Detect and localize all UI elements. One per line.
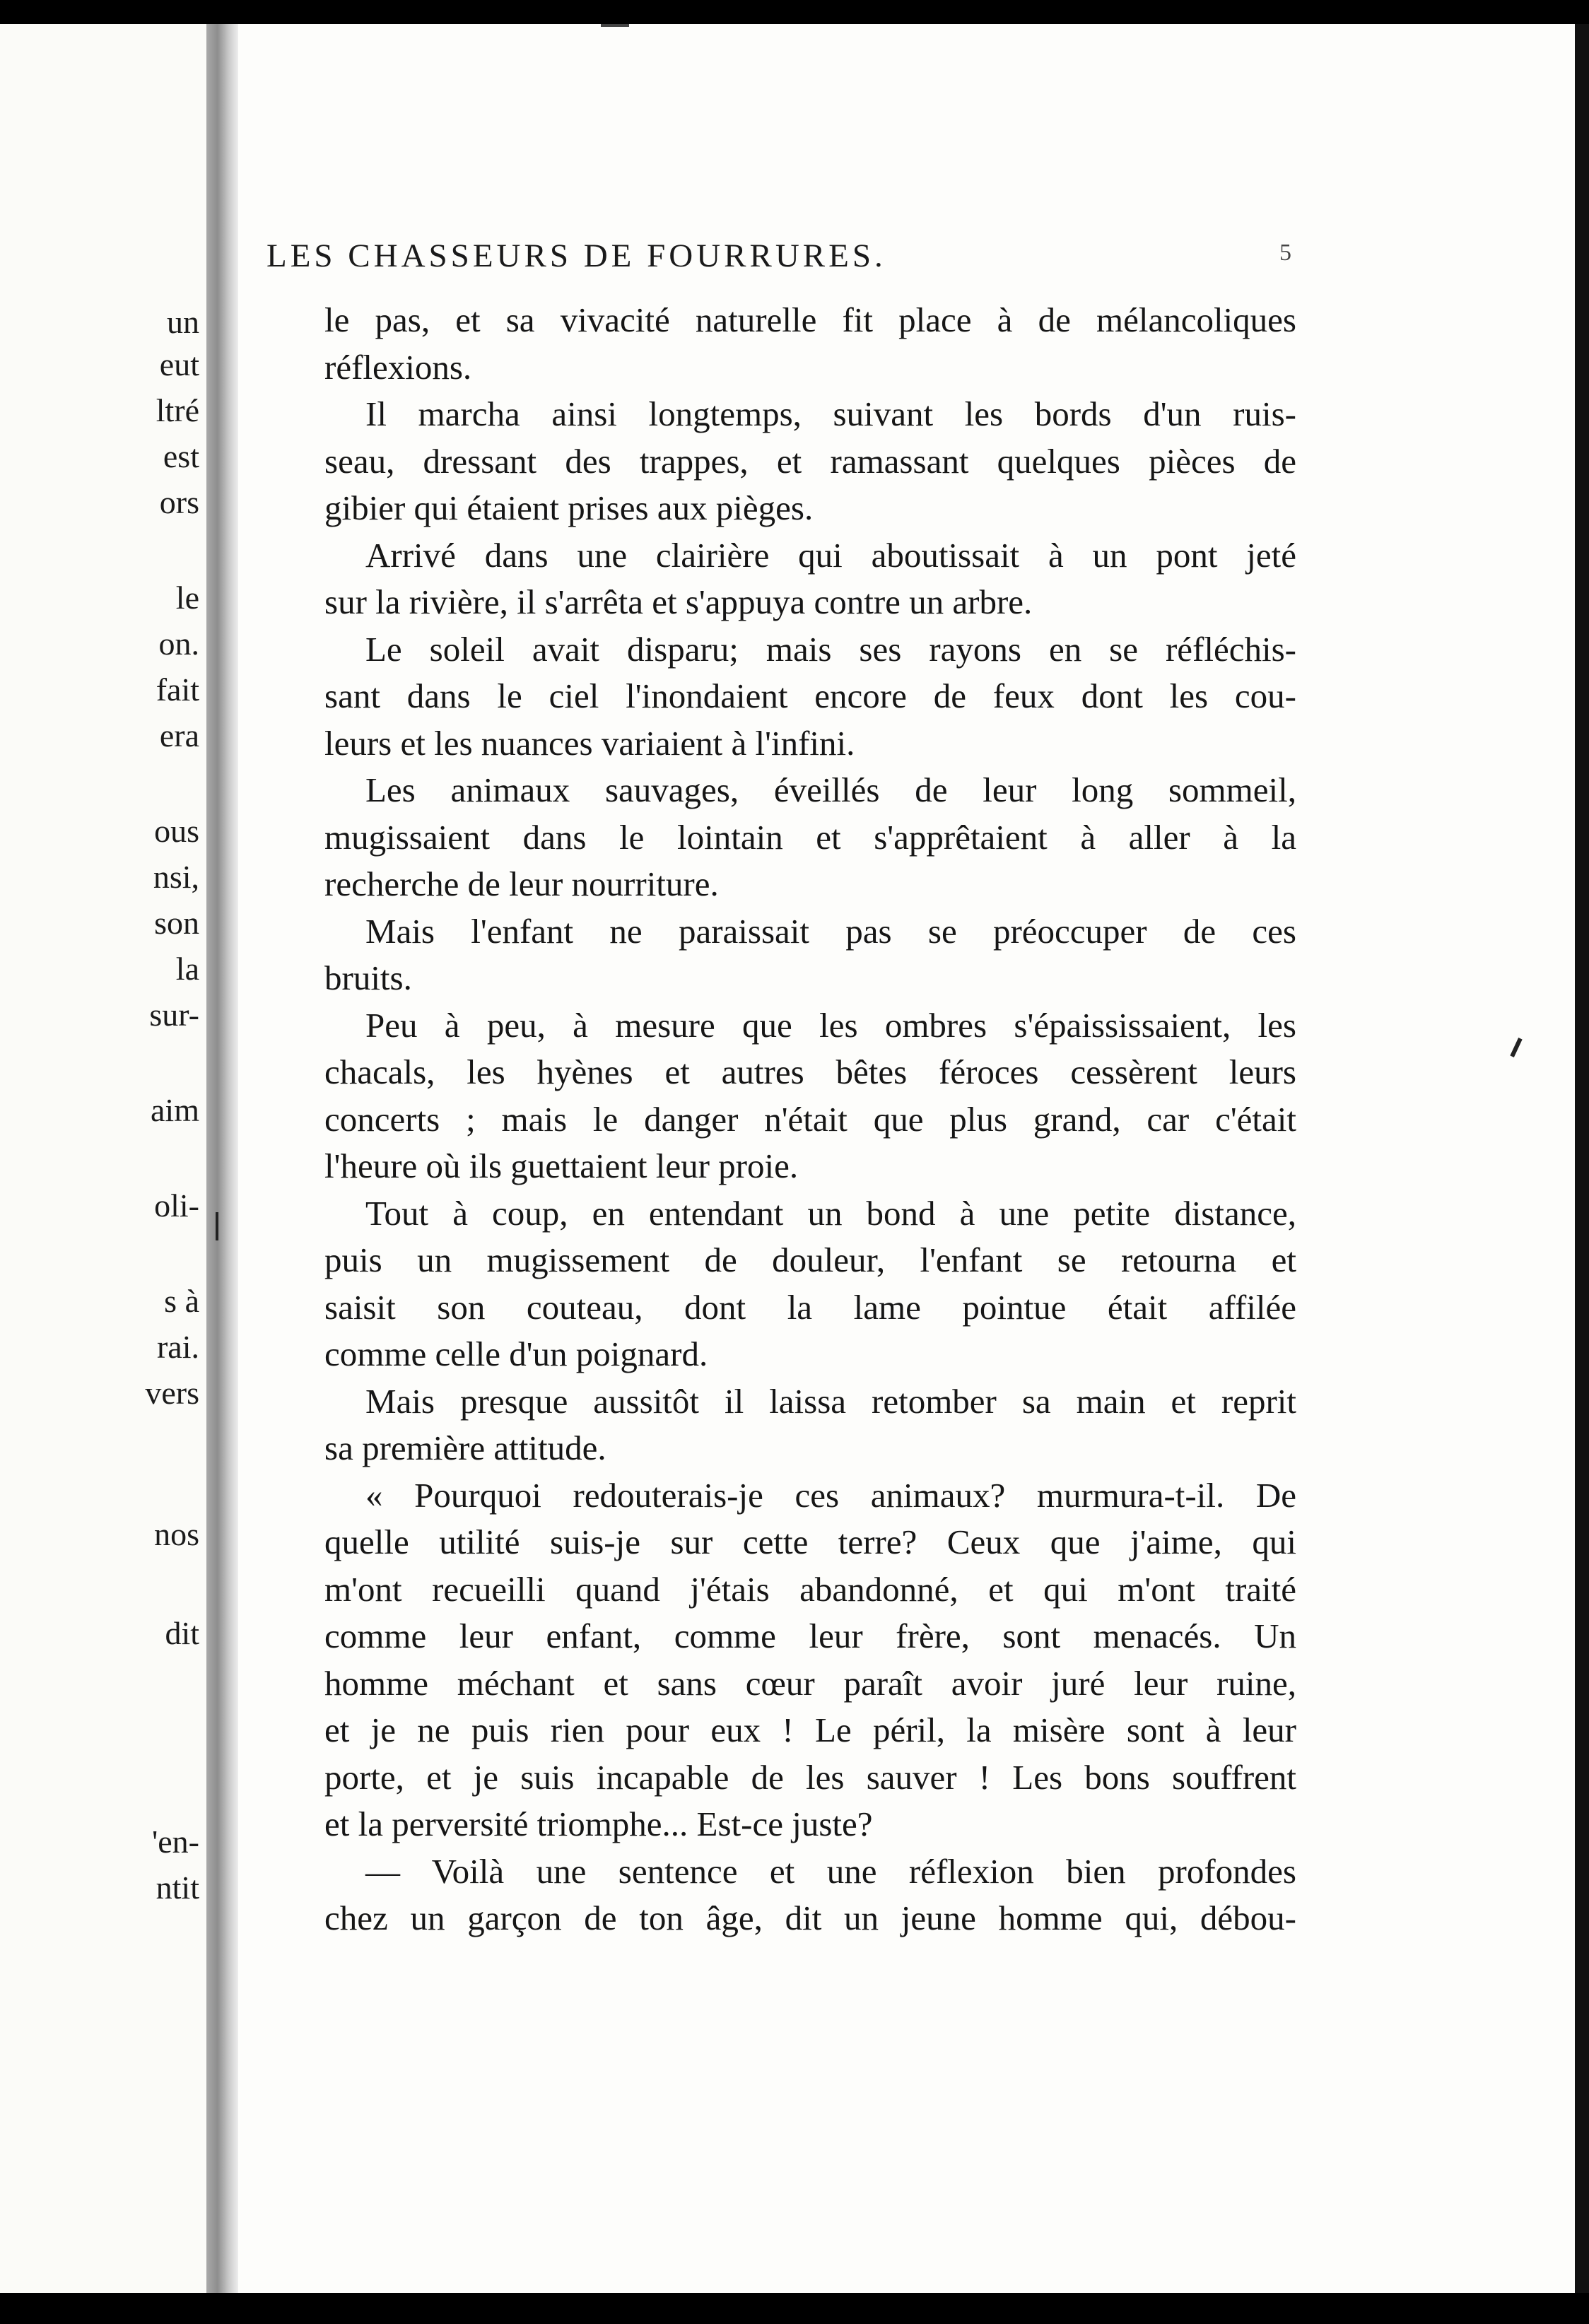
text-line: Arrivé dans une clairière qui aboutissait à un pont jeté (365, 535, 1296, 575)
left-margin-fragment: on. (158, 626, 199, 662)
text-line: puis un mugissement de douleur, l'enfant se retourna et (324, 1240, 1296, 1279)
text-line: concerts ; mais le danger n'était que plus grand, car c'était (324, 1099, 1296, 1139)
text-line: chez un garçon de ton âge, dit un jeune homme qui, débou- (324, 1898, 1296, 1937)
text-line: leurs et les nuances variaient à l'infini. (324, 723, 855, 763)
text-line: et je ne puis rien pour eux ! Le péril, la misère sont à leur (324, 1710, 1296, 1749)
left-margin-fragment: aim (151, 1092, 199, 1128)
text-line: le pas, et sa vivacité naturelle fit place à de mélancoliques (324, 300, 1296, 339)
text-line: bruits. (324, 958, 412, 997)
text-line: mugissaient dans le lointain et s'apprêtaient à aller à la (324, 817, 1296, 857)
running-title: LES CHASSEURS DE FOURRURES. (266, 237, 886, 274)
left-margin-fragment: la (175, 951, 199, 987)
text-line: quelle utilité suis-je sur cette terre? Ceux que j'aime, qui (324, 1522, 1296, 1561)
left-margin-fragment: rai. (156, 1329, 199, 1365)
text-line: saisit son couteau, dont la lame pointue était affilée (324, 1287, 1296, 1327)
text-line: comme celle d'un poignard. (324, 1334, 708, 1373)
text-line: Mais l'enfant ne paraissait pas se préoccuper de ces (365, 911, 1296, 951)
left-page-fragment (0, 24, 206, 2293)
left-margin-fragment: un (167, 304, 199, 340)
left-margin-fragment: dit (165, 1615, 199, 1651)
text-line: gibier qui étaient prises aux pièges. (324, 488, 814, 527)
left-margin-fragment: sur- (149, 997, 199, 1033)
left-margin-fragment: ntit (156, 1870, 199, 1906)
body-text (324, 297, 1296, 1942)
left-margin-fragment: 'en- (151, 1824, 199, 1860)
left-margin-fragment: ors (159, 484, 199, 520)
book-gutter (206, 24, 238, 2293)
left-margin-fragment: fait (156, 671, 199, 708)
page-edge (1575, 24, 1589, 2293)
text-line: — Voilà une sentence et une réflexion bien profondes (365, 1851, 1296, 1891)
text-line: seau, dressant des trappes, et ramassant quelques pièces de (324, 441, 1296, 481)
left-margin-fragment: ltré (156, 392, 199, 428)
page-number: 5 (1279, 240, 1291, 266)
text-line: sa première attitude. (324, 1428, 606, 1467)
text-line: et la perversité triomphe... Est-ce juste? (324, 1804, 873, 1843)
text-line: « Pourquoi redouterais-je ces animaux? murmura-t-il. De (365, 1475, 1296, 1515)
text-line: Peu à peu, à mesure que les ombres s'épaississaient, les (365, 1005, 1296, 1045)
left-margin-fragment: era (159, 717, 199, 753)
running-head (266, 237, 1291, 281)
text-line: Les animaux sauvages, éveillés de leur long sommeil, (365, 770, 1296, 809)
text-line: m'ont recueilli quand j'étais abandonné, et qui m'ont traité (324, 1569, 1296, 1609)
text-line: chacals, les hyènes et autres bêtes féroces cessèrent leurs (324, 1052, 1296, 1091)
scan-speck (216, 1212, 218, 1240)
left-margin-fragment: nsi, (153, 859, 199, 895)
text-line: comme leur enfant, comme leur frère, sont menacés. Un (324, 1616, 1296, 1655)
left-margin-fragment: le (175, 580, 199, 616)
left-margin-fragment: ous (154, 813, 199, 849)
left-margin-fragment: s à (164, 1283, 199, 1319)
left-margin-fragment: son (154, 905, 199, 941)
scan-speck (601, 24, 629, 27)
left-margin-fragment: oli- (154, 1187, 199, 1223)
text-line: homme méchant et sans cœur paraît avoir juré leur ruine, (324, 1663, 1296, 1703)
text-line: réflexions. (324, 347, 472, 387)
text-line: Tout à coup, en entendant un bond à une petite distance, (365, 1193, 1296, 1233)
text-line: recherche de leur nourriture. (324, 864, 719, 903)
text-line: porte, et je suis incapable de les sauver ! Les bons souffrent (324, 1757, 1296, 1797)
left-margin-fragment: eut (159, 346, 199, 382)
text-line: sur la rivière, il s'arrêta et s'appuya contre un arbre. (324, 582, 1033, 621)
text-line: sant dans le ciel l'inondaient encore de feux dont les cou- (324, 676, 1296, 715)
text-line: Il marcha ainsi longtemps, suivant les bords d'un ruis- (365, 394, 1296, 433)
text-line: Le soleil avait disparu; mais ses rayons en se réfléchis- (365, 629, 1296, 669)
text-line: l'heure où ils guettaient leur proie. (324, 1146, 799, 1185)
left-margin-fragment: nos (154, 1516, 199, 1552)
left-margin-fragment: est (163, 438, 199, 474)
left-margin-fragment: vers (145, 1375, 199, 1411)
text-line: Mais presque aussitôt il laissa retomber sa main et reprit (365, 1381, 1296, 1421)
